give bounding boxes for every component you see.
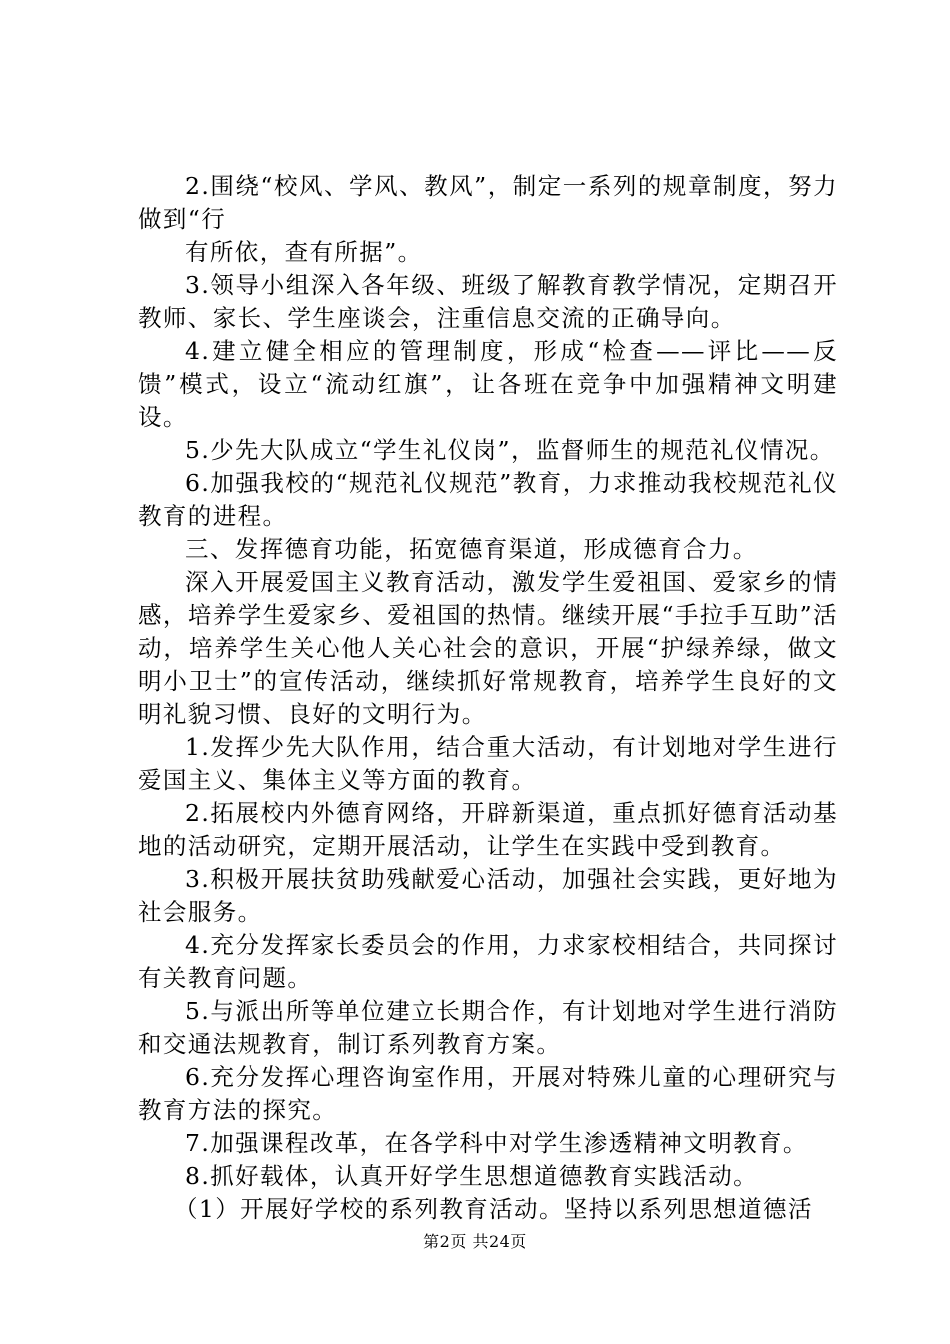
body-paragraph: 6.加强我校的“规范礼仪规范”教育，力求推动我校规范礼仪教育的进程。: [138, 469, 838, 530]
document-body: [138, 170, 838, 1226]
body-paragraph: 1.发挥少先大队作用，结合重大活动，有计划地对学生进行爱国主义、集体主义等方面的教育。: [138, 733, 838, 794]
body-paragraph: 6.充分发挥心理咨询室作用，开展对特殊儿童的心理研究与教育方法的探究。: [138, 1063, 838, 1124]
body-paragraph: 2.拓展校内外德育网络，开辟新渠道，重点抓好德育活动基地的活动研究，定期开展活动，让学生在实践中受到教育。: [138, 799, 838, 860]
body-paragraph: 4.建立健全相应的管理制度，形成“检查——评比——反馈”模式，设立“流动红旗”，让各班在竞争中加强精神文明建设。: [138, 337, 838, 431]
body-paragraph: 深入开展爱国主义教育活动，激发学生爱祖国、爱家乡的情感，培养学生爱家乡、爱祖国的热情。继续开展“手拉手互助”活动，培养学生关心他人关心社会的意识，开展“护绿养绿，做文明小卫士”的宣传活动，继续抓好常规教育，培养学生良好的文明礼貌习惯、良好的文明行为。: [138, 568, 838, 728]
body-paragraph: 有所依，查有所据”。: [185, 238, 423, 266]
body-paragraph: 2.围绕“校风、学风、教风”，制定一系列的规章制度，努力做到“行: [138, 172, 838, 233]
body-paragraph: 8.抓好载体，认真开好学生思想道德教育实践活动。: [185, 1162, 759, 1190]
body-paragraph: （1）开展好学校的系列教育活动。坚持以系列思想道德活: [174, 1195, 813, 1223]
page-number-footer: 第2页 共24页: [423, 1232, 527, 1251]
body-paragraph: 3.领导小组深入各年级、班级了解教育教学情况，定期召开教师、家长、学生座谈会，注重信息交流的正确导向。: [138, 271, 838, 332]
body-paragraph: 4.充分发挥家长委员会的作用，力求家校相结合，共同探讨有关教育问题。: [138, 931, 838, 992]
body-paragraph: 5.与派出所等单位建立长期合作，有计划地对学生进行消防和交通法规教育，制订系列教育方案。: [138, 997, 838, 1058]
body-paragraph: 5.少先大队成立“学生礼仪岗”，监督师生的规范礼仪情况。: [185, 436, 835, 464]
body-paragraph: 三、发挥德育功能，拓宽德育渠道，形成德育合力。: [185, 535, 758, 563]
body-paragraph: 7.加强课程改革，在各学科中对学生渗透精神文明教育。: [185, 1129, 808, 1157]
body-paragraph: 3.积极开展扶贫助残献爱心活动，加强社会实践，更好地为社会服务。: [138, 865, 838, 926]
